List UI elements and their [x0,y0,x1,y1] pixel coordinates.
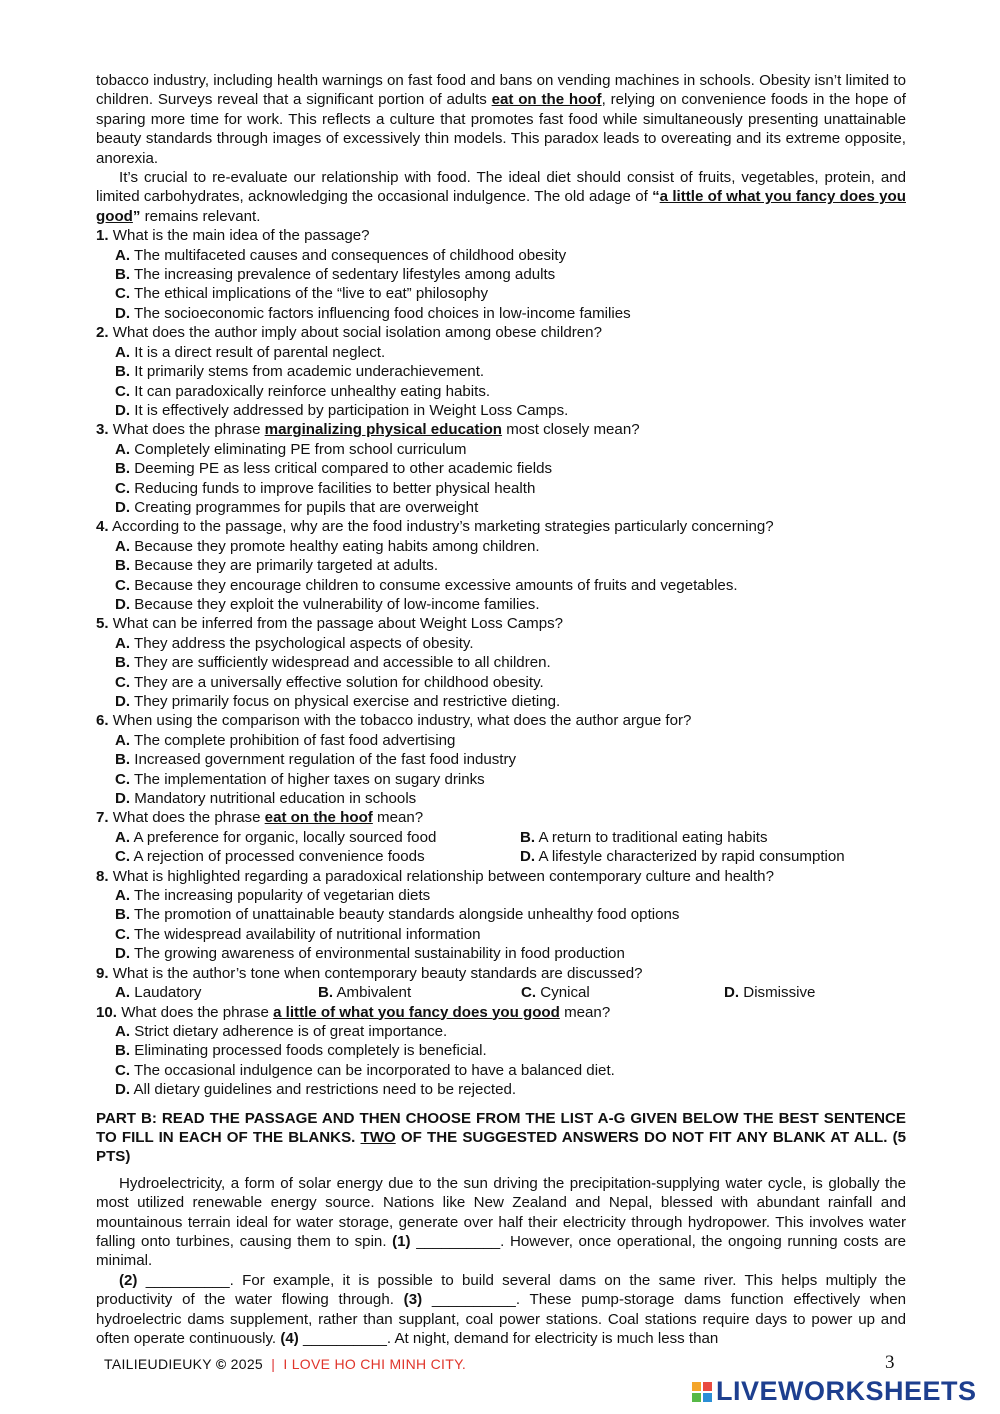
question-9: 9. What is the author’s tone when contemporary beauty standards are discussed? A. Laudatory B. Ambivalent C. Cynical D. Dismissive [96,964,816,1002]
option[interactable]: D. All dietary guidelines and restrictions need to be rejected. [115,1081,517,1099]
blank-1[interactable]: __________ [410,1232,501,1250]
option[interactable]: C. The implementation of higher taxes on sugary drinks [115,770,485,788]
page-number: 3 [885,1352,895,1373]
phrase-highlight: eat on the hoof [491,91,602,109]
part-b-heading: PART B: READ THE PASSAGE AND THEN CHOOSE FROM THE LIST A-G GIVEN BELOW THE BEST SENTENCE TO FILL IN EACH OF THE BLANKS. TWO OF THE SUGGESTED ANSWERS DO NOT FIT ANY BLANK AT ALL. (5 PTS) [96,1109,906,1166]
question-5: 5. What can be inferred from the passage about Weight Loss Camps? A. They address the psychological aspects of obesity. B. They are sufficiently widespread and accessible to all children. C. They are a universally effective solution for childhood obesity. D. They primarily focus on physical exercise and restrictive dieting. [96,614,906,711]
option[interactable]: A. Completely eliminating PE from school curriculum [115,440,467,458]
option[interactable]: D. The growing awareness of environmental sustainability in food production [115,945,625,963]
footer-brand: TAILIEUDIEUKY [104,1356,216,1372]
liveworksheets-icon [692,1382,712,1402]
question-1: 1. What is the main idea of the passage? A. The multifaceted causes and consequences of childhood obesity B. The increasing prevalence of sedentary lifestyles among adults C. The ethical implications of the “live to eat” philosophy D. The socioeconomic factors influencing food choices in low-income families [96,226,906,323]
question-4: 4. According to the passage, why are the food industry’s marketing strategies particularly concerning? A. Because they promote healthy eating habits among children. B. Because they are primarily targeted at adults. C. Because they encourage children to consume excessive amounts of fruits and vegetables. D. Because they exploit the vulnerability of low-income families. [96,517,906,614]
option[interactable]: D. A lifestyle characterized by rapid consumption [520,848,845,866]
worksheet-content [96,71,906,1348]
option[interactable]: C. Because they encourage children to consume excessive amounts of fruits and vegetables. [115,576,738,594]
option[interactable]: C. It can paradoxically reinforce unhealthy eating habits. [115,382,491,400]
blank-label: (2) [119,1271,138,1289]
option[interactable]: B. They are sufficiently widespread and accessible to all children. [115,654,551,672]
option[interactable]: C. The ethical implications of the “live to eat” philosophy [115,285,489,303]
option[interactable]: B. A return to traditional eating habits [520,828,768,846]
question-7: 7. What does the phrase eat on the hoof mean? A. A preference for organic, locally sourced food B. A return to traditional eating habits C. A rejection of processed convenience foods D. A lifestyle characterized by rapid consumption [96,809,845,866]
option[interactable]: A. The complete prohibition of fast food advertising [115,731,456,749]
option[interactable]: A. A preference for organic, locally sourced food [115,828,437,846]
copyright-icon: © [215,1356,227,1372]
option[interactable]: C. They are a universally effective solution for childhood obesity. [115,673,544,691]
option[interactable]: A. It is a direct result of parental neglect. [115,343,386,361]
option[interactable]: B. Ambivalent [318,984,412,1002]
option[interactable]: D. Creating programmes for pupils that are overweight [115,498,479,516]
option[interactable]: B. Because they are primarily targeted at adults. [115,557,439,575]
option[interactable]: C. The occasional indulgence can be incorporated to have a balanced diet. [115,1061,615,1079]
blank-2[interactable]: __________ [137,1271,230,1289]
option[interactable]: A. Laudatory [115,984,202,1002]
option[interactable]: D. Dismissive [724,984,816,1002]
option[interactable]: A. They address the psychological aspects of obesity. [115,634,474,652]
option[interactable]: A. The increasing popularity of vegetarian diets [115,887,431,905]
phrase-highlight: marginalizing physical education [264,421,503,439]
option[interactable]: B. The increasing prevalence of sedentary lifestyles among adults [115,266,556,284]
phrase-highlight: a little of what you fancy does you good [96,188,906,225]
passage-paragraph: tobacco industry, including health warnings on fast food and bans on vending machines in schools. Obesity isn’t limited to children. Surveys reveal that a significant portion of adults eat on the hoof, relying on convenience foods in the hope of sparing more time for work. This reflects a culture that promotes fast food while simultaneously presenting unattainable beauty standards through images of excessively thin models. This paradox leads to overeating and its extreme opposite, anorexia. [96,72,906,167]
question-2: 2. What does the author imply about social isolation among obese children? A. It is a direct result of parental neglect. B. It primarily stems from academic underachievement. C. It can paradoxically reinforce unhealthy eating habits. D. It is effectively addressed by participation in Weight Loss Camps. [96,323,906,420]
page-footer: TAILIEUDIEUKY © 2025 | I LOVE HO CHI MINH CITY. [104,1356,467,1372]
option[interactable]: B. The promotion of unattainable beauty standards alongside unhealthy food options [115,906,680,924]
option[interactable]: C. The widespread availability of nutritional information [115,925,481,943]
option[interactable]: A. The multifaceted causes and consequences of childhood obesity [115,246,567,264]
option[interactable]: A. Because they promote healthy eating habits among children. [115,537,540,555]
blank-label: (3) [403,1291,423,1309]
phrase-highlight: a little of what you fancy does you good [273,1003,560,1021]
part-b-paragraph: (2) __________. For example, it is possible to build several dams on the same river. This helps multiply the productivity of the water flowing through. (3) __________. These pump-storage dams function effectively when hydroelectric dams supplement, rather than supplant, coal power stations. Coal stations require days to power up and often operate continuously. (4) __________. At night, demand for electricity is much less than [96,1271,907,1347]
part-b-paragraph: Hydroelectricity, a form of solar energy due to the sun driving the precipitation-supplying water cycle, is globally the most utilized renewable energy source. Nations like New Zealand and Nepal, blessed with abundant rainfall and mountainous terrain ideal for water storage, generate over half their electricity through hydropower. This involves water falling onto turbines, causing them to spin. (1) __________. However, once operational, the ongoing running costs are minimal. [96,1174,906,1270]
option[interactable]: D. The socioeconomic factors influencing food choices in low-income families [115,304,631,322]
option[interactable]: B. Increased government regulation of the fast food industry [115,751,517,769]
liveworksheets-logo[interactable] [692,1376,977,1407]
question-8: 8. What is highlighted regarding a paradoxical relationship between contemporary culture and health? A. The increasing popularity of vegetarian diets B. The promotion of unattainable beauty standards alongside unhealthy food options C. The widespread availability of nutritional information D. The growing awareness of environmental sustainability in food production [96,867,906,964]
liveworksheets-wordmark: LIVEWORKSHEETS [716,1376,977,1406]
blank-3[interactable]: __________ [422,1291,516,1309]
option[interactable]: D. Mandatory nutritional education in schools [115,790,417,808]
footer-slogan: I LOVE HO CHI MINH CITY. [283,1356,467,1372]
option[interactable]: D. They primarily focus on physical exercise and restrictive dieting. [115,693,561,710]
blank-label: (1) [392,1232,411,1250]
option[interactable]: C. A rejection of processed convenience foods [115,848,425,866]
blank-4[interactable]: __________ [298,1330,387,1347]
blank-label: (4) [280,1330,299,1347]
question-6: 6. When using the comparison with the tobacco industry, what does the author argue for? A. The complete prohibition of fast food advertising B. Increased government regulation of the fast food industry C. The implementation of higher taxes on sugary drinks D. Mandatory nutritional education in schools [96,711,906,808]
phrase-highlight: eat on the hoof [264,809,373,827]
option[interactable]: B. It primarily stems from academic underachievement. [115,363,485,381]
option[interactable]: B. Eliminating processed foods completely is beneficial. [115,1042,487,1060]
question-10: 10. What does the phrase a little of what you fancy does you good mean? A. Strict dietary adherence is of great importance. B. Eliminating processed foods completely is beneficial. C. The occasional indulgence can be incorporated to have a balanced diet. D. All dietary guidelines and restrictions need to be rejected. [96,1003,906,1100]
option[interactable]: C. Reducing funds to improve facilities to better physical health [115,479,536,497]
option[interactable]: D. Because they exploit the vulnerability of low-income families. [115,595,540,613]
question-3: 3. What does the phrase marginalizing physical education most closely mean? A. Completely eliminating PE from school curriculum B. Deeming PE as less critical compared to other academic fields C. Reducing funds to improve facilities to better physical health D. Creating programmes for pupils that are overweight [96,420,906,517]
passage-paragraph: It’s crucial to re-evaluate our relationship with food. The ideal diet should consist of fruits, vegetables, protein, and limited carbohydrates, acknowledging the occasional indulgence. The old adage of “a little of what you fancy does you good” remains relevant. [96,169,906,225]
footer-separator: | [271,1356,276,1372]
option[interactable]: C. Cynical [521,984,590,1002]
option[interactable]: A. Strict dietary adherence is of great importance. [115,1022,448,1040]
option[interactable]: D. It is effectively addressed by participation in Weight Loss Camps. [115,401,569,419]
option[interactable]: B. Deeming PE as less critical compared to other academic fields [115,460,553,478]
